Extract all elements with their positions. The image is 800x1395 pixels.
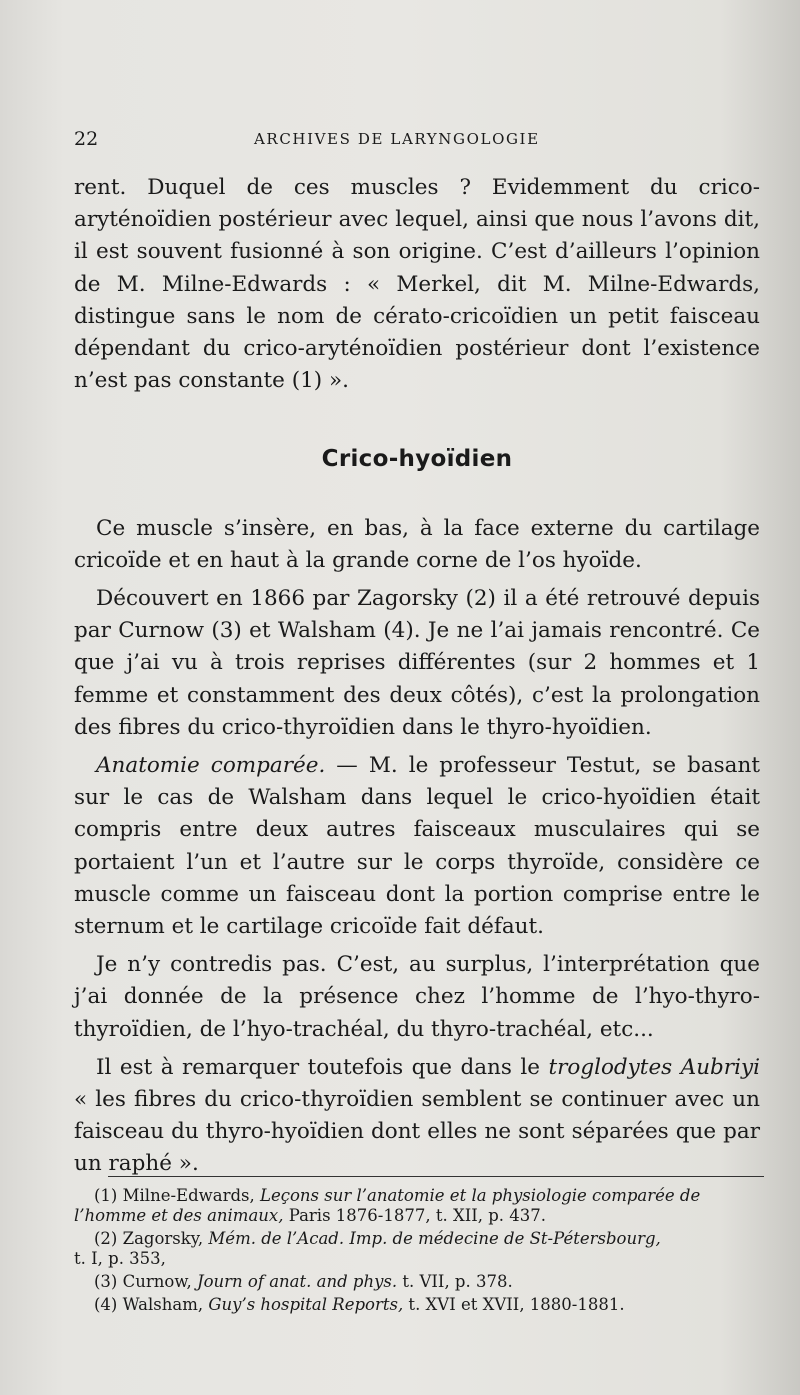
paragraph-contredis: Je n’y contredis pas. C’est, au surplus, l’interprétation que j’ai donnée de la présence chez l’homme de l’hyo-thyro-thyroïdien, de l’hyo-trachéal, du thyro-trachéal, etc... <box>74 952 760 1042</box>
running-head <box>74 128 764 152</box>
section-heading: Crico-hyoïdien <box>321 446 513 473</box>
paragraph-intro: rent. Duquel de ces muscles ? Evidemment du crico-aryténoïdien postérieur avec lequel, ainsi que nous l’avons dit, il est souvent fusionné à son origine. C’est d’ailleurs l’opinion de M. Milne-Edwards : « Merkel, dit M. Milne-Edwards, distingue sans le nom de cérato-cricoïdien un petit faisceau dépendant du crico-aryténoïdien postérieur dont l’existence n’est pas constante (1) ». <box>74 175 760 394</box>
footnote-author: Milne-Edwards, <box>117 1186 261 1205</box>
footnote-marker: (3) <box>94 1272 118 1291</box>
footnote-marker: (1) <box>94 1186 118 1205</box>
footnote-details: t. I, p. 353, <box>74 1249 166 1268</box>
footnote-marker: (4) <box>94 1295 118 1314</box>
footnote-details: t. XVI et XVII, 1880-1881. <box>403 1295 625 1314</box>
footnote-details: t. VII, p. 378. <box>397 1272 513 1291</box>
footnote-title: Journ of anat. and phys. <box>196 1272 398 1291</box>
paragraph-anatomie-comparee <box>74 750 760 943</box>
paragraph-discovery: Découvert en 1866 par Zagorsky (2) il a été retrouvé depuis par Curnow (3) et Walsham (4). Je ne l’ai jamais rencontré. Ce que j’ai vu à trois reprises différentes (sur 2 hommes et 1 femme et constamment des deux côtés), c’est la prolongation des fibres du crico-thyroïdien dans le thyro-hyoïdien. <box>74 586 760 740</box>
paragraph-insertion: Ce muscle s’insère, en bas, à la face externe du cartilage cricoïde et en haut à la grande corne de l’os hyoïde. <box>74 515 760 573</box>
footnote-2 <box>74 1229 764 1269</box>
remark-start: Il est à remarquer toutefois que dans le <box>96 1054 549 1080</box>
paragraph-remark <box>74 1052 760 1181</box>
footnote-author: Curnow, <box>117 1272 197 1291</box>
footnote-author: Walsham, <box>117 1295 209 1314</box>
footnote-1 <box>74 1186 764 1226</box>
footnote-details: Paris 1876-1877, t. XII, p. 437. <box>283 1206 547 1225</box>
anatomie-dash: — <box>325 753 369 779</box>
footnote-4 <box>74 1295 764 1315</box>
page-number: 22 <box>74 128 99 150</box>
footnote-marker: (2) <box>94 1229 118 1248</box>
species-name: troglodytes Aubriyi <box>548 1054 760 1080</box>
footnote-title: Mém. de l’Acad. Imp. de médecine de St-Pétersbourg, <box>208 1229 661 1248</box>
anatomie-label: Anatomie comparée. <box>96 753 326 779</box>
remark-end: « les fibres du crico-thyroïdien semblent se continuer avec un faisceau du thyro-hyoïdien dont elles ne sont séparées que par un raphé ». <box>74 1087 760 1177</box>
journal-title: ARCHIVES DE LARYNGOLOGIE <box>254 130 540 148</box>
footnote-author: Zagorsky, <box>117 1229 209 1248</box>
footnotes <box>74 1186 764 1318</box>
main-text <box>74 172 760 1181</box>
footnote-3 <box>74 1272 764 1292</box>
footnote-divider <box>108 1176 764 1177</box>
anatomie-text: M. le professeur Testut, se basant sur le cas de Walsham dans lequel le crico-hyoïdien était compris entre deux autres faisceaux musculaires qui se portaient l’un et l’autre sur le corps thyroïde, considère ce muscle comme un faisceau dont la portion comprise entre le sternum et le cartilage cricoïde fait défaut. <box>74 753 760 940</box>
footnote-title: Leçons sur l’anatomie et la physiologie comparée de l’homme et des animaux, <box>74 1186 701 1225</box>
footnote-title: Guy’s hospital Reports, <box>208 1295 404 1314</box>
